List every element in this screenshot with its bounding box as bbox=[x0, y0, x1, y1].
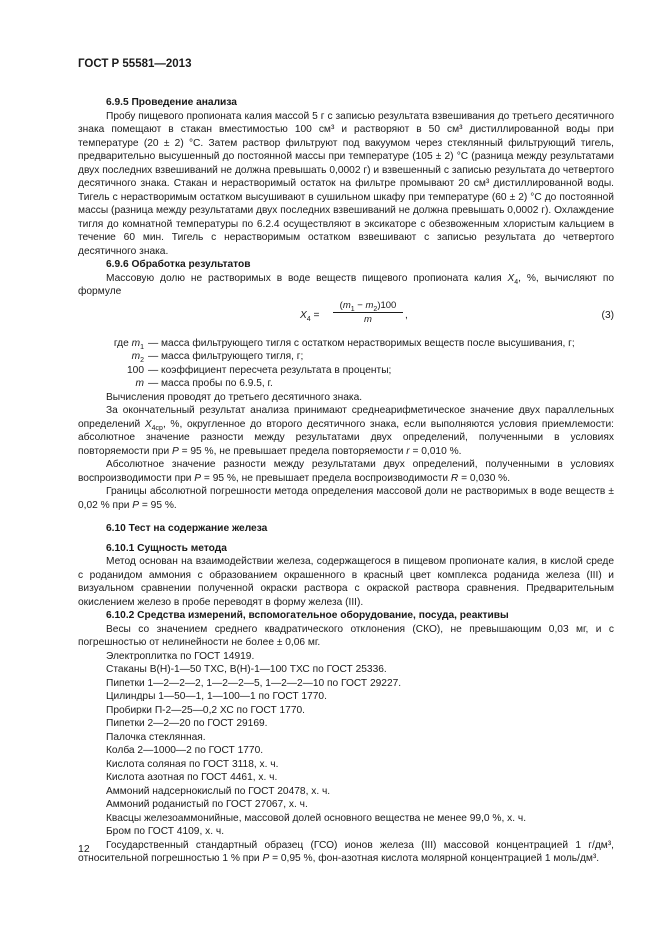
list-item: Квасцы железоаммонийные, массовой долей основного вещества не менее 99,0 %, х. ч. bbox=[106, 812, 527, 824]
list-item: Палочка стеклянная. bbox=[106, 731, 206, 743]
formula-3 bbox=[78, 300, 614, 334]
where-label: где bbox=[113, 337, 129, 349]
list-item: Кислота соляная по ГОСТ 3118, х. ч. bbox=[106, 758, 279, 770]
section-6-9-5-text: Пробу пищевого пропионата калия массой 5 г с записью результата взвешивания до третьего десятичного знака помещают в стакан вместимостью 100 см³ и растворяют в 50 см³ дистиллированной воды при температуре (20 ± 2) °С. Затем раствор фильтруют под вакуумом через стеклянный фильтрующий тигель, предварительно высушенный до постоянной массы при температуре (105 ± 2) °С (разница между результатами двух последних взвешиваний не должна превышать 0,0002 г) и взвешенный с записью результата до четвертого десятичного знака. Стакан и нерастворимый остаток на фильтре промывают 20 см³ дистиллированной воды. Тигель с нерастворимым остатком высушивают в сушильном шкафу при температуре (60 ± 2) °С до постоянной массы (разница между результатами двух последних взвешиваний не должна превышать 0,0002 г). Охлаждение тигля до комнатной температуры по 6.2.4 осуществляют в эксикаторе с обезвоженным хлористым кальцием в течение 60 мин. Тигель с нерастворимым остатком взвешивают с записью результата до четвертого десятичного знака. bbox=[78, 110, 614, 257]
formula-comma: , bbox=[405, 309, 408, 321]
standard-header: ГОСТ Р 55581—2013 bbox=[78, 58, 192, 70]
list-item: Пробирки П-2—25—0,2 ХС по ГОСТ 1770. bbox=[106, 704, 305, 716]
list-item: Цилиндры 1—50—1, 1—100—1 по ГОСТ 1770. bbox=[106, 691, 327, 702]
equipment-list bbox=[78, 650, 614, 839]
document-page bbox=[78, 58, 614, 866]
list-item: Бром по ГОСТ 4109, х. ч. bbox=[106, 826, 225, 837]
list-item: Стаканы В(Н)-1—50 ТХС, В(Н)-1—100 ТХС по ГОСТ 25336. bbox=[106, 664, 387, 675]
section-6-9-6-title: 6.9.6 Обработка результатов bbox=[106, 259, 251, 270]
list-item: Кислота азотная по ГОСТ 4461, х. ч. bbox=[106, 772, 278, 783]
definition-row: где $m_1$ — масса фильтрующего тигля с остатком нерастворимых веществ после высушивания, г; bbox=[113, 337, 575, 351]
formula-lhs: $X_4$ = bbox=[300, 309, 320, 323]
formula-numerator: $(m_1 - m_2)100$ bbox=[333, 300, 403, 313]
section-6-10-1-title: 6.10.1 Сущность метода bbox=[106, 542, 227, 554]
list-item: Пипетки 1—2—2—2, 1—2—2—5, 1—2—2—10 по ГОСТ 29227. bbox=[106, 677, 402, 689]
definition-row: 100 — коэффициент пересчета результата в проценты; bbox=[127, 364, 392, 376]
page-number: 12 bbox=[78, 843, 90, 855]
list-item: Колба 2—1000—2 по ГОСТ 1770. bbox=[106, 745, 264, 756]
section-6-9-6-intro: Массовую долю не растворимых в воде веществ пищевого пропионата калия $X_4$, %, вычисляют по формуле bbox=[78, 272, 615, 297]
section-6-10-title: 6.10 Тест на содержание железа bbox=[106, 523, 268, 534]
gso-paragraph: Государственный стандартный образец (ГСО) ионов железа (III) массовой концентрацией 1 г/дм³, относительной погрешностью 1 % при P = 0,95 %, фон-азотная кислота молярной концентрацией 1 моль/дм³. bbox=[78, 839, 614, 864]
list-item: Аммоний роданистый по ГОСТ 27067, х. ч. bbox=[106, 799, 308, 810]
formula-denominator: m bbox=[364, 313, 372, 325]
calc-precision: Вычисления проводят до третьего десятичного знака. bbox=[106, 391, 363, 403]
list-item: Электроплитка по ГОСТ 14919. bbox=[106, 650, 255, 662]
formula-fraction bbox=[333, 300, 403, 325]
list-item: Аммоний надсернокислый по ГОСТ 20478, х. ч. bbox=[106, 785, 331, 797]
error-bounds-paragraph: Границы абсолютной погрешности метода определения массовой доли не растворимых в воде веществ ± 0,02 % при P = 95 %. bbox=[78, 486, 614, 511]
section-6-10-2-title: 6.10.2 Средства измерений, вспомогательное оборудование, посуда, реактивы bbox=[106, 610, 509, 621]
scales-requirement: Весы со значением среднего квадратического отклонения (СКО), не превышающим 0,03 мг, и с погрешностью от нелинейности не более ± 0,06 мг. bbox=[78, 623, 614, 648]
formula-definitions bbox=[78, 337, 614, 391]
section-6-10-1-text: Метод основан на взаимодействии железа, содержащегося в пищевом пропионате калия, в кислой среде с роданидом аммония с образованием окрашенного в красный цвет комплекса роданида железа (III) и визуальном сравнении полученной окраски раствора с окраской раствора сравнения. Предварительным окислением железо в пробе переводят в форму железа (III). bbox=[78, 556, 614, 608]
reproducibility-paragraph: Абсолютное значение разности между результатами двух определений, полученными в условиях воспроизводимости при P = 95 %, не превышает предела воспроизводимости R = 0,030 %. bbox=[78, 459, 614, 484]
definition-row: m — масса пробы по 6.9.5, г. bbox=[135, 378, 273, 389]
final-result-paragraph: За окончательный результат анализа принимают среднеарифметическое значение двух параллельных определений $X_{4ср}$, %, округленное до второго десятичного знака, если выполняются условия приемлемости: абсолютное значение разности между результатами двух определений, полученными в условиях повторяемости при P = 95 %, не превышает предела повторяемости r = 0,010 %. bbox=[78, 405, 614, 457]
definition-row: $m_2$ — масса фильтрующего тигля, г; bbox=[131, 351, 304, 365]
section-6-9-5-title: 6.9.5 Проведение анализа bbox=[106, 97, 237, 108]
equation-number: (3) bbox=[601, 309, 614, 321]
list-item: Пипетки 2—2—20 по ГОСТ 29169. bbox=[106, 718, 268, 729]
